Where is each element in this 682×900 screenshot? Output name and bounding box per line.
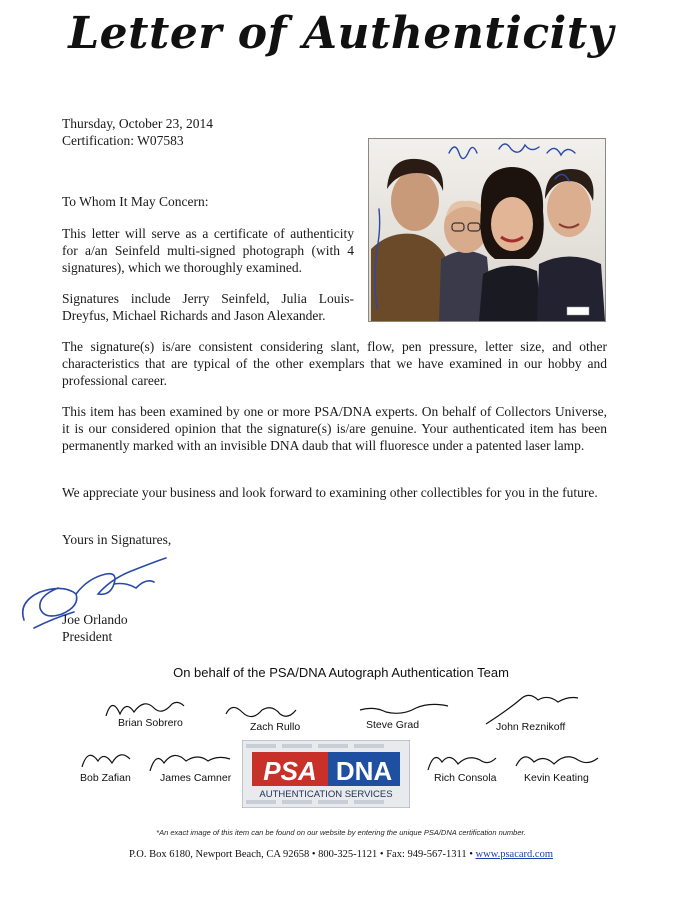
salutation: To Whom It May Concern:: [62, 194, 209, 209]
letter-title: Letter of Authenticity: [68, 8, 614, 59]
team-signature: [100, 692, 190, 732]
fine-print: *An exact image of this item can be found on our website by entering the unique PSA/DNA certification number.: [156, 828, 526, 837]
team-member-name: Kevin Keating: [524, 772, 589, 784]
team-signature: [424, 746, 504, 788]
team-heading: On behalf of the PSA/DNA Autograph Authentication Team: [173, 665, 509, 680]
certification-number: Certification: W07583: [62, 133, 184, 148]
footer-address: P.O. Box 6180, Newport Beach, CA 92658 • 800-325-1121 • Fax: 949-567-1311 •: [129, 849, 476, 860]
team-signature: [222, 700, 312, 734]
team-signature: [146, 745, 238, 787]
team-signature: [512, 746, 604, 788]
website-link[interactable]: www.psacard.com: [475, 849, 553, 860]
team-signature: [356, 698, 456, 732]
paragraph-consistency: The signature(s) is/are consistent considering slant, flow, pen pressure, letter size, and other characteristics that are typical of the other exemplars that we have examined in our hobby and professional career.: [62, 339, 607, 388]
team-signature: [478, 690, 588, 736]
team-member-name: Rich Consola: [434, 772, 497, 784]
psa-dna-logo: [242, 740, 410, 808]
team-member-name: Brian Sobrero: [118, 717, 183, 729]
psa-text: PSA: [263, 756, 317, 786]
signer-title: President: [62, 629, 113, 644]
logo-subtitle: AUTHENTICATION SERVICES: [259, 789, 393, 800]
team-member-name: Zach Rullo: [250, 721, 301, 733]
paragraph-examination: This item has been examined by one or more PSA/DNA experts. On behalf of Collectors Universe, it is our considered opinion that the signature(s) is/are genuine. Your authenticated item has been permanently marked with an invisible DNA daub that will fluoresce under a patented laser lamp.: [62, 404, 607, 453]
paragraph-appreciation: We appreciate your business and look forward to examining other collectibles for you in the future.: [62, 485, 598, 500]
letter-date: Thursday, October 23, 2014: [62, 116, 213, 131]
dna-text: DNA: [335, 756, 393, 786]
team-member-name: Steve Grad: [366, 719, 420, 731]
team-signature: [76, 745, 156, 787]
footer: [0, 849, 682, 860]
paragraph-signatures: Signatures include Jerry Seinfeld, Julia Louis-Dreyfus, Michael Richards and Jason Alexander.: [62, 291, 354, 323]
signer-name: Joe Orlando: [62, 612, 128, 627]
paragraph-certificate: This letter will serve as a certificate of authenticity for a/an Seinfeld multi-signed photograph (with 4 signatures), which we thoroughly examined.: [62, 226, 354, 275]
team-member-name: James Camner: [160, 772, 232, 784]
team-member-name: John Reznikoff: [496, 721, 566, 733]
seinfeld-photograph: [368, 138, 606, 322]
team-member-name: Bob Zafian: [80, 772, 131, 784]
closing: Yours in Signatures,: [62, 532, 172, 547]
